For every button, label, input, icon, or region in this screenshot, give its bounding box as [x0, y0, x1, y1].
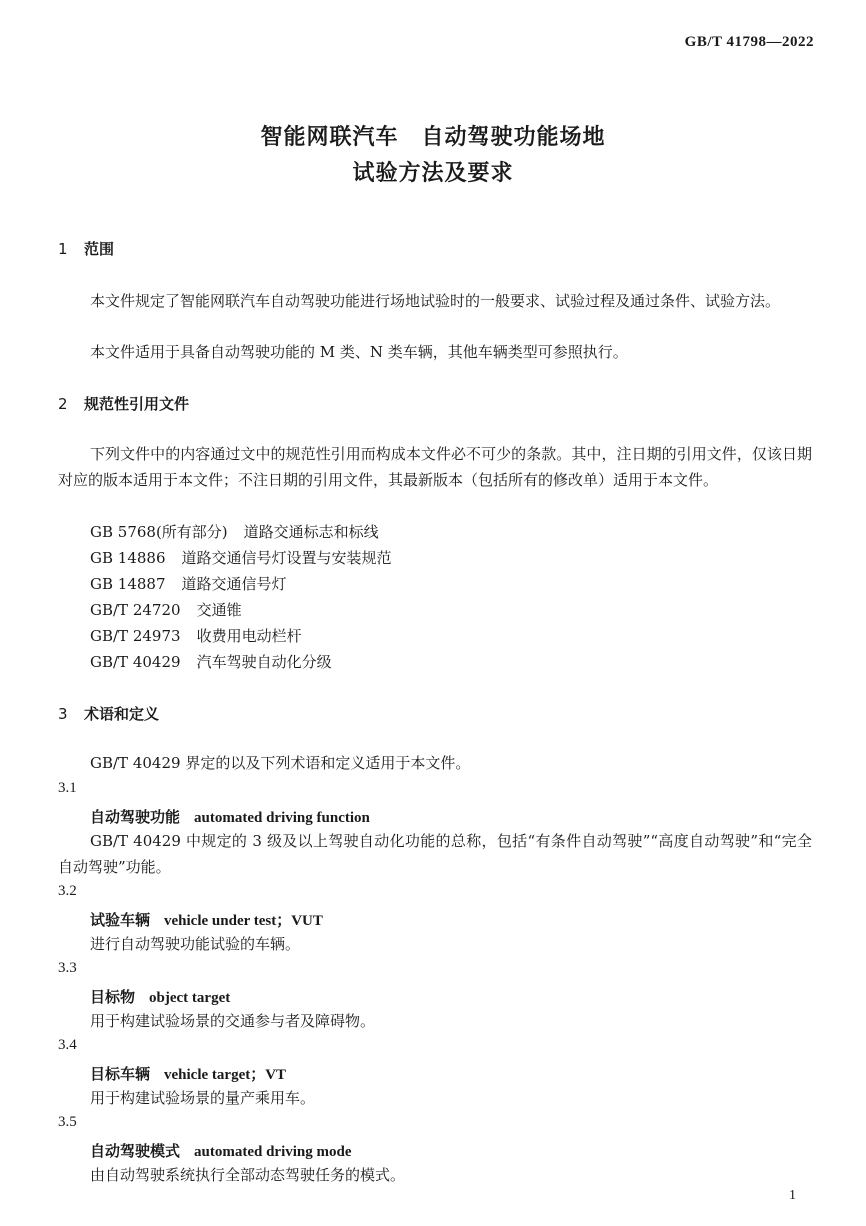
document-title-line2: 试验方法及要求	[352, 161, 514, 186]
section-1-heading	[58, 238, 114, 259]
reference-item	[90, 651, 332, 672]
reference-item	[90, 625, 302, 646]
term-number: 3.4	[58, 1037, 77, 1053]
term-heading	[90, 806, 370, 827]
term-en: vehicle target；VT	[164, 1067, 287, 1083]
section-title: 范围	[84, 240, 115, 258]
term-definition: 由自动驾驶系统执行全部动态驾驶任务的模式。	[90, 1166, 406, 1184]
reference-title: 汽车驾驶自动化分级	[196, 653, 332, 671]
reference-item	[90, 599, 242, 620]
term-definition: GB/T 40429 中规定的 3 级及以上驾驶自动化功能的总称，包括“有条件自动驾驶”“高度自动驾驶”和“完全自动驾驶”功能。	[58, 832, 812, 876]
term-number: 3.3	[58, 960, 77, 976]
term-number: 3.1	[58, 780, 77, 796]
reference-code: GB/T 40429	[90, 653, 181, 671]
paragraph: 本文件规定了智能网联汽车自动驾驶功能进行场地试验时的一般要求、试验过程及通过条件、试验方法。	[90, 292, 781, 310]
reference-item	[90, 573, 287, 594]
section-number: 2	[58, 395, 68, 413]
reference-title: 道路交通标志和标线	[243, 523, 379, 541]
reference-item	[90, 521, 379, 542]
reference-title: 交通锥	[196, 601, 242, 619]
document-title-line1: 智能网联汽车 自动驾驶功能场地	[260, 125, 606, 150]
reference-title: 道路交通信号灯	[181, 575, 287, 593]
reference-title: 收费用电动栏杆	[196, 627, 302, 645]
section-title: 规范性引用文件	[84, 395, 190, 413]
reference-code: GB 5768(所有部分)	[90, 523, 228, 541]
term-zh: 自动驾驶模式	[90, 1142, 181, 1160]
reference-item	[90, 547, 392, 568]
term-en: vehicle under test；VUT	[164, 913, 323, 929]
term-number: 3.5	[58, 1114, 77, 1130]
term-zh: 试验车辆	[90, 911, 151, 929]
term-en: automated driving function	[194, 810, 370, 826]
paragraph: 本文件适用于具备自动驾驶功能的 M 类、N 类车辆，其他车辆类型可参照执行。	[90, 343, 628, 361]
reference-code: GB/T 24973	[90, 627, 181, 645]
section-title: 术语和定义	[84, 705, 160, 723]
reference-code: GB 14886	[90, 549, 166, 567]
reference-title: 道路交通信号灯设置与安装规范	[181, 549, 392, 567]
term-heading	[90, 1140, 352, 1161]
term-heading	[90, 986, 230, 1007]
term-zh: 自动驾驶功能	[90, 808, 181, 826]
term-definition: 进行自动驾驶功能试验的车辆。	[90, 935, 301, 953]
section-3-heading	[58, 703, 159, 724]
standard-code: GB/T 41798—2022	[684, 34, 814, 50]
section-2-heading	[58, 393, 189, 414]
section-number: 3	[58, 705, 68, 723]
term-definition: 用于构建试验场景的量产乘用车。	[90, 1089, 316, 1107]
term-definition: 用于构建试验场景的交通参与者及障碍物。	[90, 1012, 376, 1030]
paragraph: GB/T 40429 界定的以及下列术语和定义适用于本文件。	[90, 754, 471, 772]
term-en: object target	[149, 990, 231, 1006]
term-heading	[90, 909, 323, 930]
term-zh: 目标物	[90, 988, 136, 1006]
section-number: 1	[58, 240, 68, 258]
page-number: 1	[789, 1188, 796, 1203]
reference-code: GB 14887	[90, 575, 166, 593]
paragraph: 下列文件中的内容通过文中的规范性引用而构成本文件必不可少的条款。其中，注日期的引用文件，仅该日期对应的版本适用于本文件；不注日期的引用文件，其最新版本（包括所有的修改单）适用于本文件。	[58, 445, 812, 489]
term-number: 3.2	[58, 883, 77, 899]
reference-code: GB/T 24720	[90, 601, 181, 619]
term-zh: 目标车辆	[90, 1065, 151, 1083]
term-heading	[90, 1063, 286, 1084]
term-en: automated driving mode	[194, 1144, 352, 1160]
